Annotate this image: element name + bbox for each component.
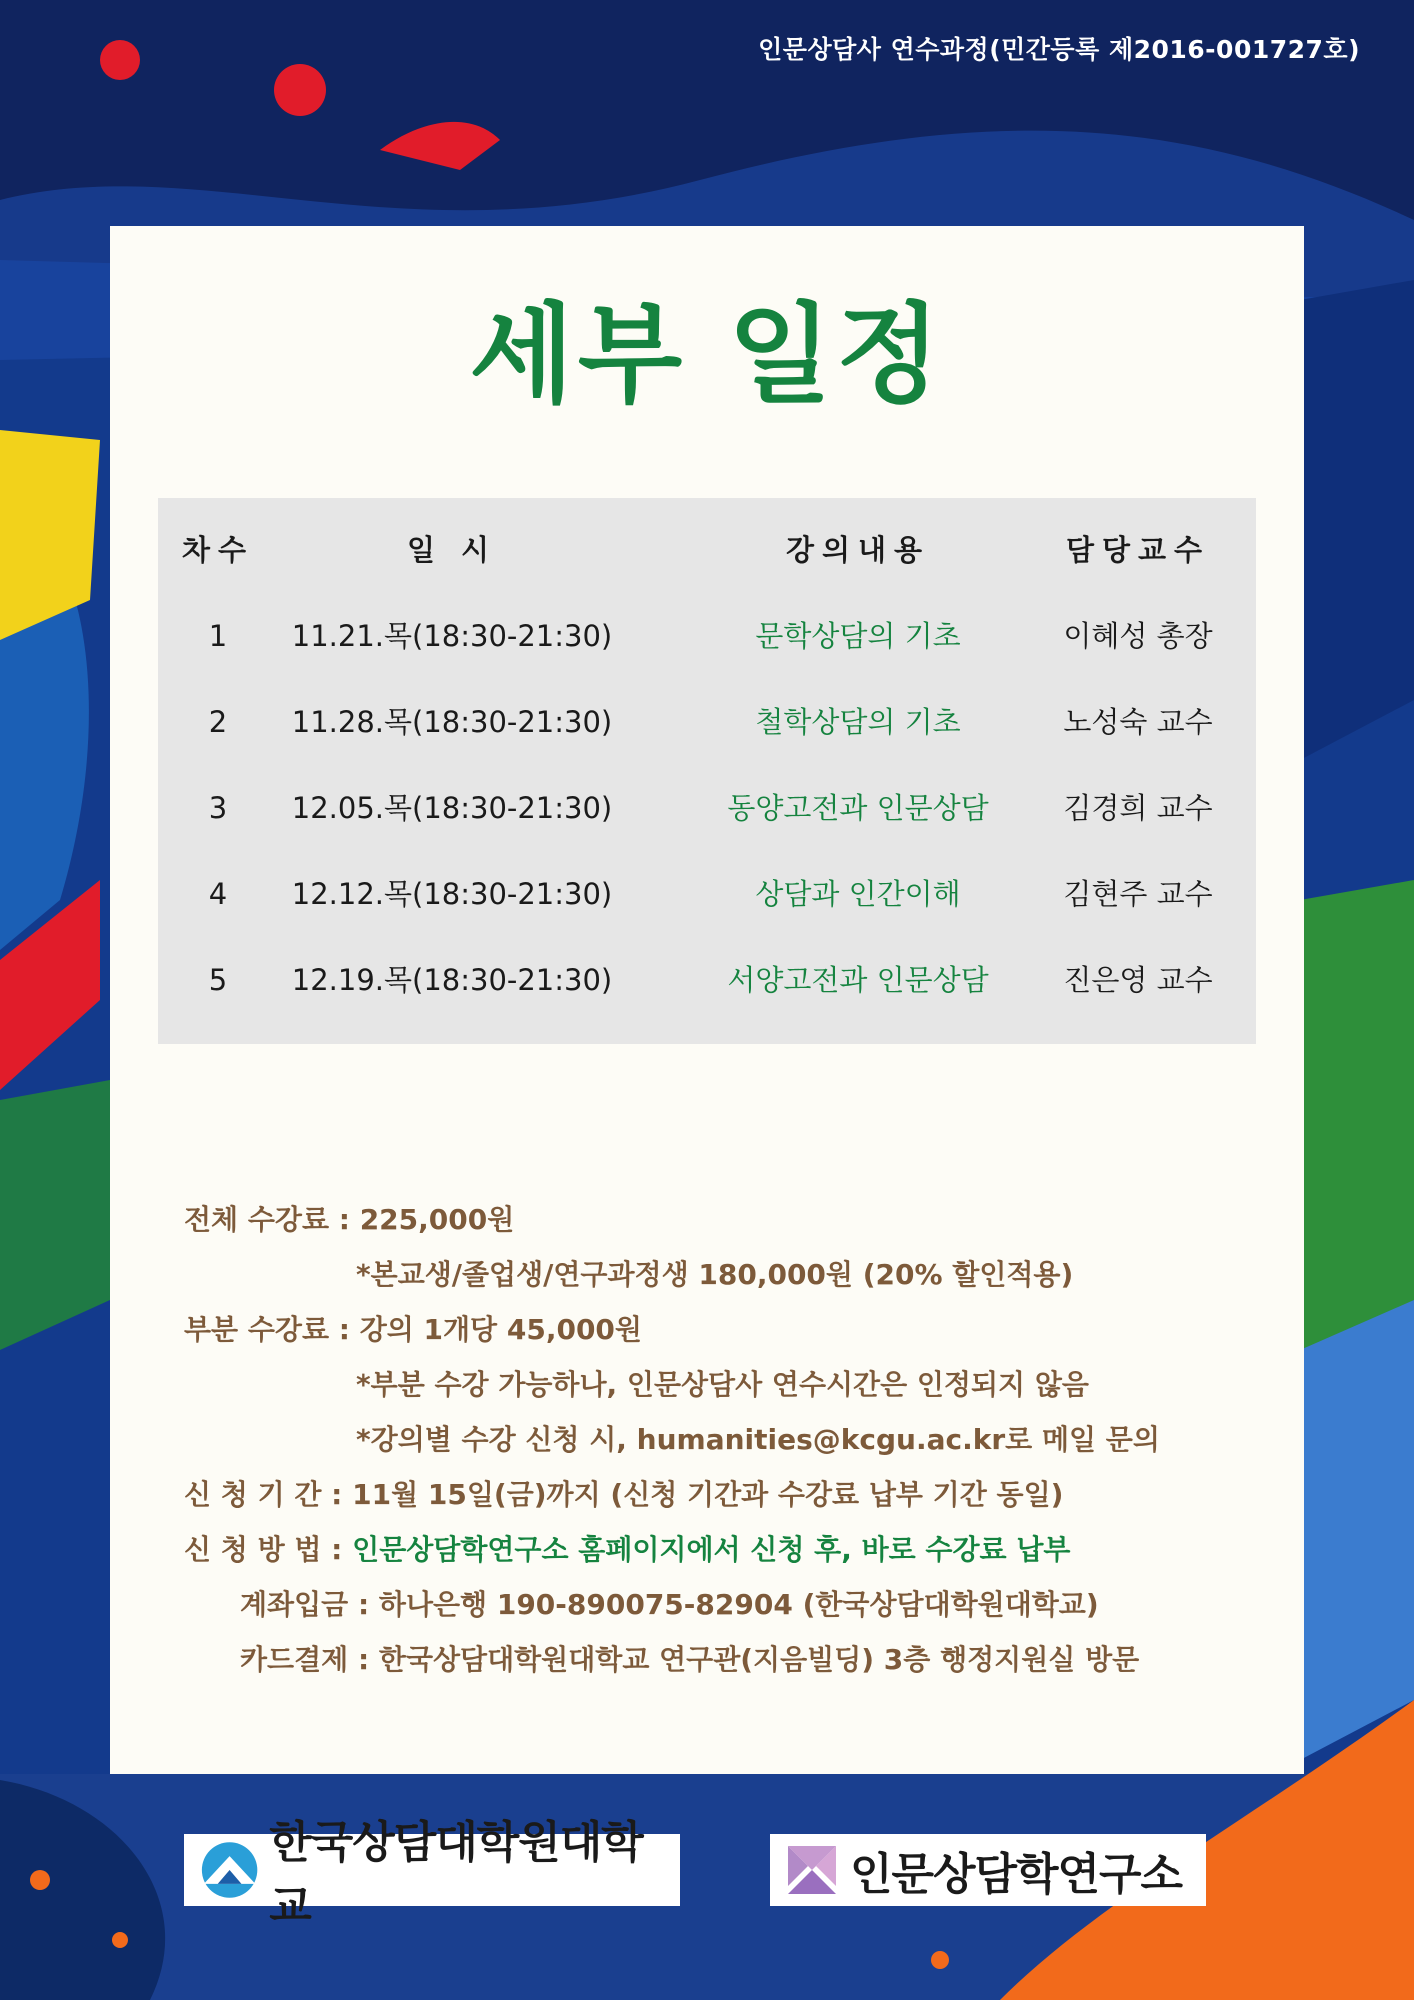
account-line xyxy=(240,1585,1099,1625)
row-topic: 철학상담의 기초 xyxy=(755,705,961,739)
row-datetime: 12.12.목(18:30-21:30) xyxy=(291,877,613,911)
row-datetime: 12.19.목(18:30-21:30) xyxy=(291,963,613,997)
university-name: 한국상담대학원대학교 xyxy=(269,1817,643,1932)
header-datetime: 일 시 xyxy=(406,533,498,567)
table-row xyxy=(158,778,1256,838)
header-topic: 강의내용 xyxy=(785,533,931,567)
university-emblem-icon xyxy=(190,1838,269,1902)
row-no: 4 xyxy=(208,877,228,911)
row-datetime: 12.05.목(18:30-21:30) xyxy=(291,791,613,825)
row-no: 2 xyxy=(208,705,228,739)
row-datetime: 11.21.목(18:30-21:30) xyxy=(291,619,613,653)
institute-logo xyxy=(770,1834,1206,1906)
period-value: 11월 15일(금)까지 (신청 기간과 수강료 납부 기간 동일) xyxy=(352,1478,1064,1511)
full-fee-line xyxy=(184,1200,514,1240)
header-professor: 담당교수 xyxy=(1065,533,1211,567)
table-row xyxy=(158,606,1256,666)
table-row xyxy=(158,692,1256,752)
full-fee-value: 225,000원 xyxy=(359,1203,515,1236)
registration-note: 인문상담사 연수과정(민간등록 제2016-001727호) xyxy=(758,35,1360,64)
card-payment-line xyxy=(240,1640,1139,1680)
row-no: 1 xyxy=(208,619,228,653)
card-payment-value: 한국상담대학원대학교 연구관(지음빌딩) 3층 행정지원실 방문 xyxy=(378,1643,1140,1676)
row-professor: 이혜성 총장 xyxy=(1063,619,1213,653)
row-professor: 진은영 교수 xyxy=(1063,963,1213,997)
institute-name: 인문상담학연구소 xyxy=(850,1849,1183,1900)
partial-note-2: *강의별 수강 신청 시, humanities@kcgu.ac.kr로 메일 문의 xyxy=(356,1423,1160,1456)
page-title: 세부 일정 xyxy=(469,293,945,418)
schedule-table xyxy=(158,498,1256,1044)
partial-note-1: *부분 수강 가능하나, 인문상담사 연수시간은 인정되지 않음 xyxy=(356,1368,1089,1401)
university-logo xyxy=(184,1817,680,1932)
row-professor: 노성숙 교수 xyxy=(1063,705,1213,739)
partial-fee-label: 부분 수강료 : xyxy=(184,1313,350,1346)
row-topic: 서양고전과 인문상담 xyxy=(727,963,989,997)
period-line xyxy=(184,1475,1063,1515)
table-row xyxy=(158,864,1256,924)
row-professor: 김현주 교수 xyxy=(1063,877,1213,911)
method-line xyxy=(184,1530,1070,1570)
method-value: 인문상담학연구소 홈페이지에서 신청 후, 바로 수강료 납부 xyxy=(352,1533,1071,1566)
table-header xyxy=(158,520,1256,580)
row-professor: 김경희 교수 xyxy=(1063,791,1213,825)
card-payment-label: 카드결제 : xyxy=(240,1643,370,1676)
partial-fee-line xyxy=(184,1310,642,1350)
row-no: 5 xyxy=(208,963,228,997)
row-topic: 동양고전과 인문상담 xyxy=(727,791,989,825)
account-value: 하나은행 190-890075-82904 (한국상담대학원대학교) xyxy=(378,1588,1099,1621)
period-label: 신 청 기 간 : xyxy=(184,1478,343,1511)
row-datetime: 11.28.목(18:30-21:30) xyxy=(291,705,613,739)
discount-note: *본교생/졸업생/연구과정생 180,000원 (20% 할인적용) xyxy=(356,1258,1074,1291)
table-row xyxy=(158,950,1256,1010)
row-no: 3 xyxy=(208,791,228,825)
full-fee-label: 전체 수강료 : xyxy=(184,1203,350,1236)
institute-emblem-icon xyxy=(780,1838,844,1902)
row-topic: 상담과 인간이해 xyxy=(755,877,961,911)
partial-fee-value: 강의 1개당 45,000원 xyxy=(359,1313,642,1346)
row-topic: 문학상담의 기초 xyxy=(755,619,961,653)
account-label: 계좌입금 : xyxy=(240,1588,370,1621)
method-label: 신 청 방 법 : xyxy=(184,1533,343,1566)
header-no: 차수 xyxy=(181,533,255,567)
